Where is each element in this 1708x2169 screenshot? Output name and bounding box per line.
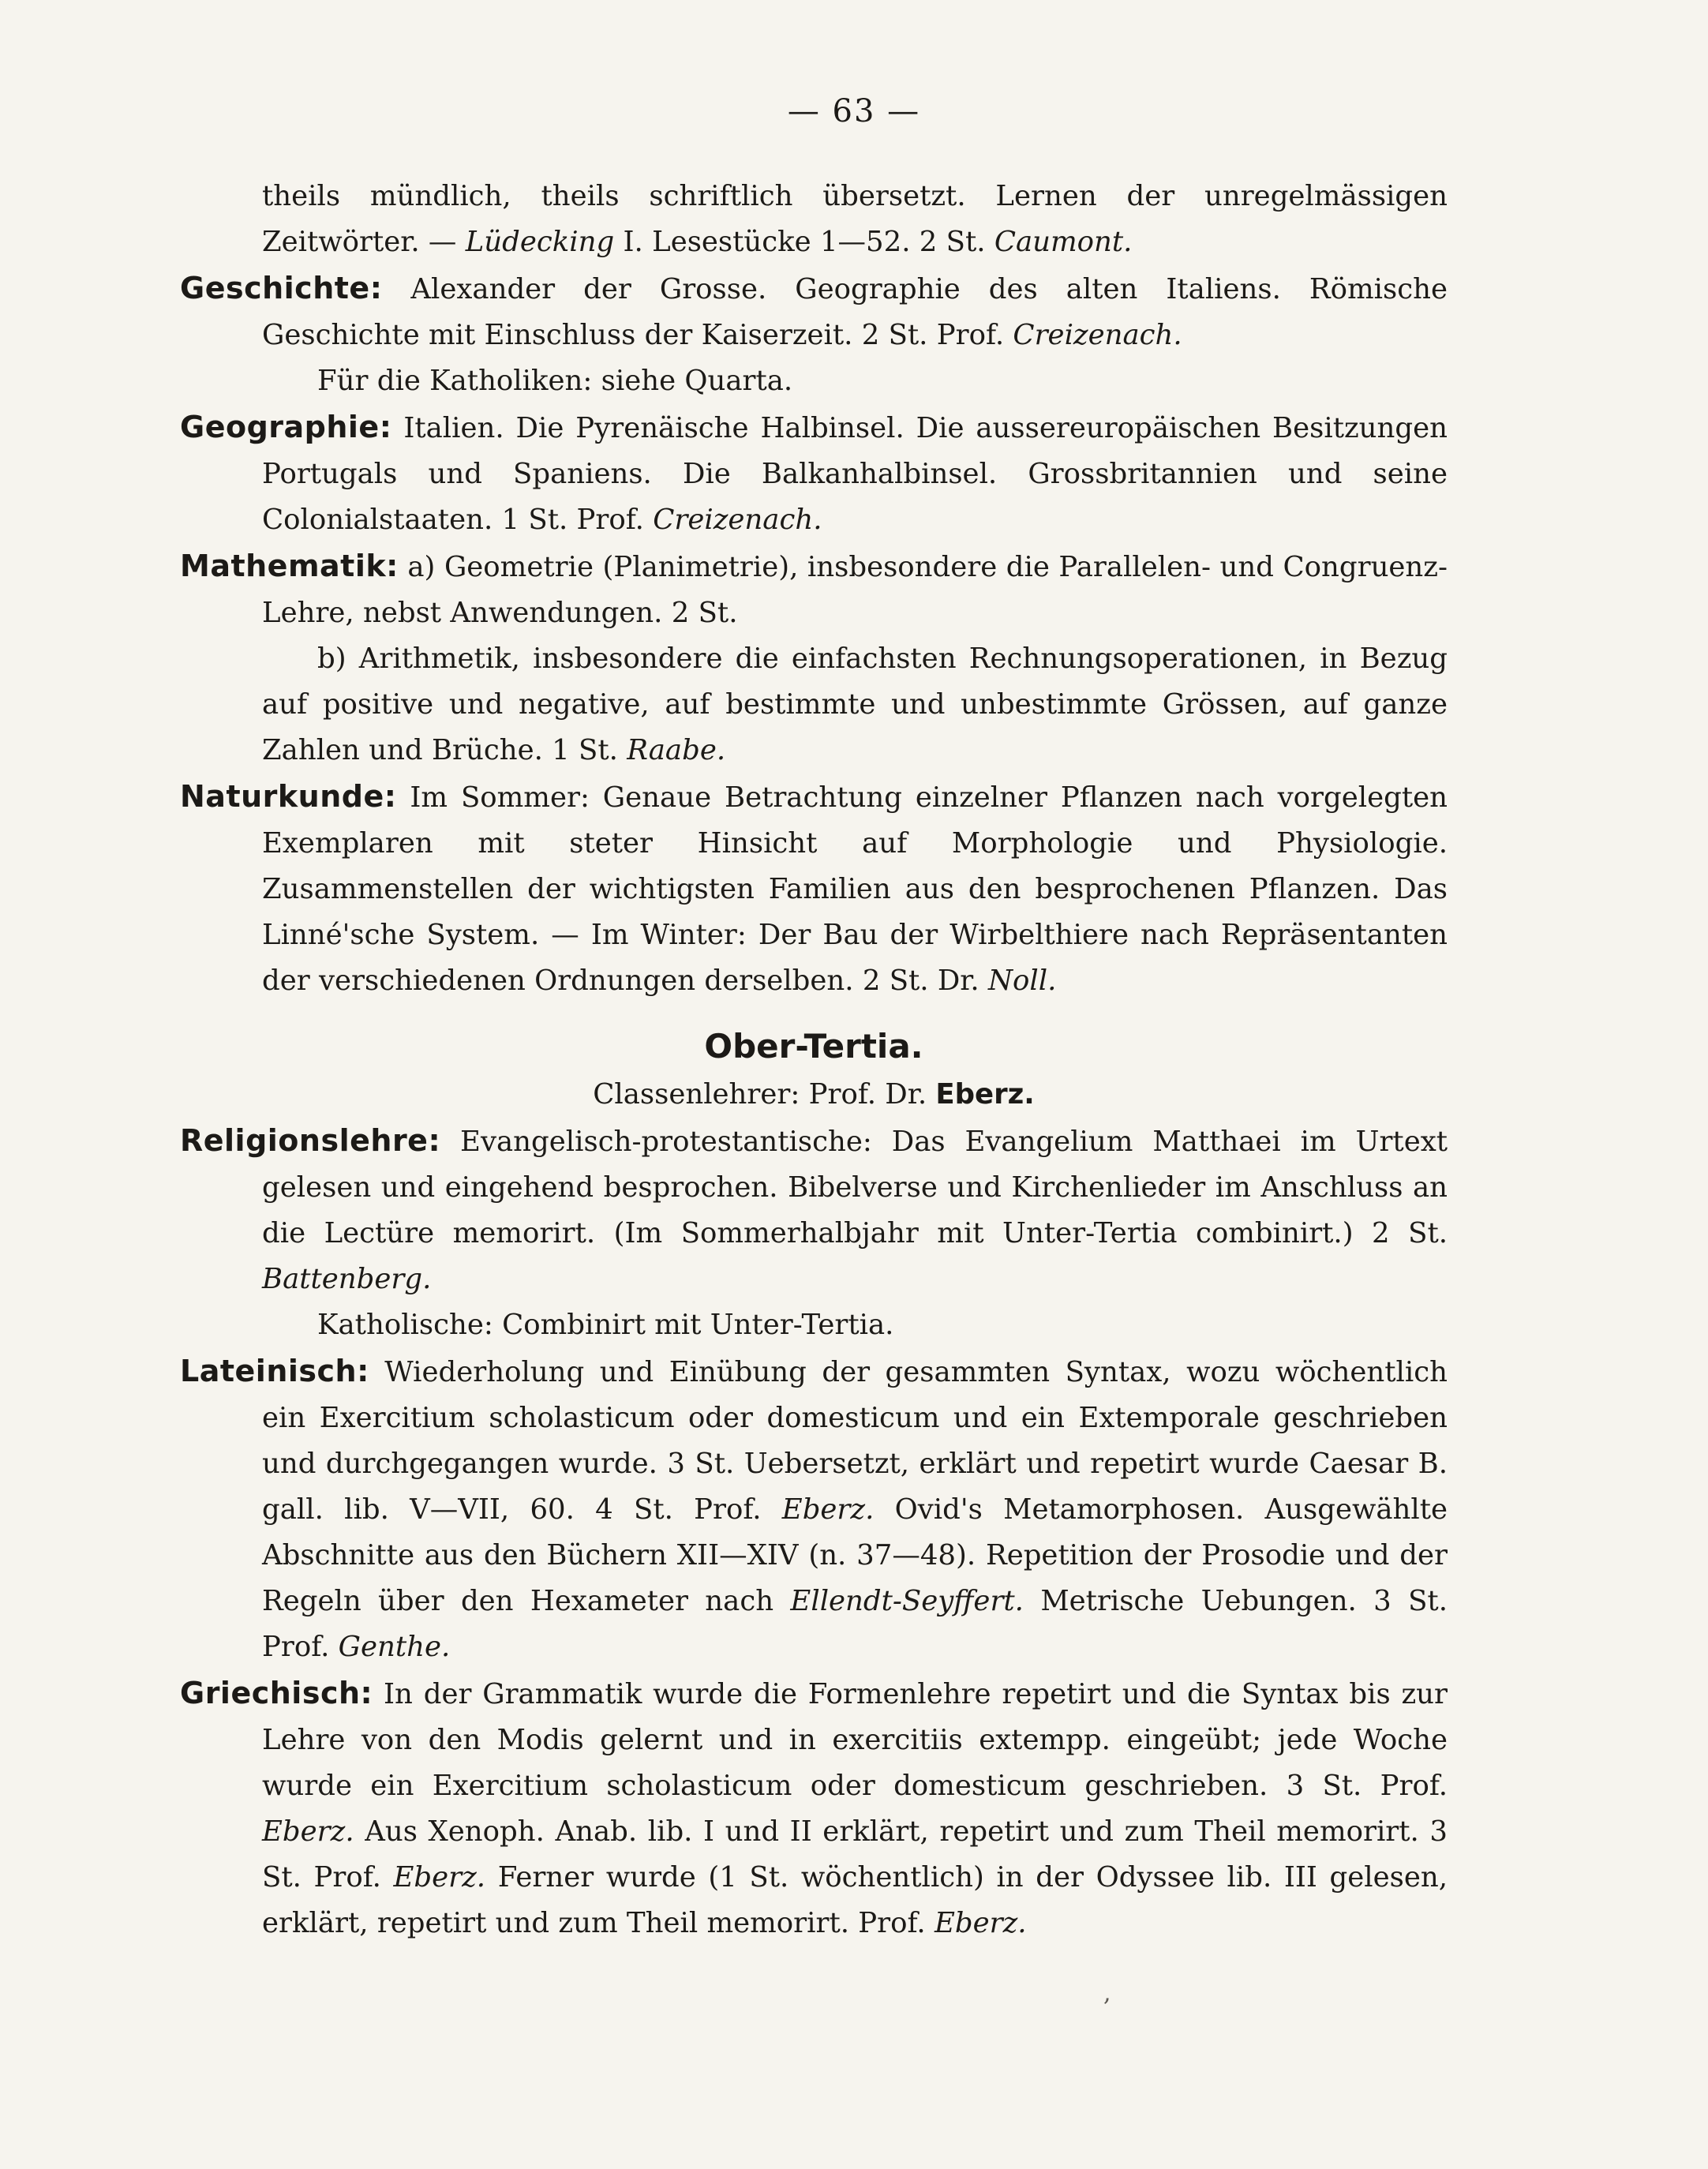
- author-name: Ellendt-Seyffert.: [790, 1585, 1024, 1617]
- subject-mathematik-b: [180, 636, 1448, 774]
- subject-label: Geographie:: [180, 410, 392, 444]
- teacher-name: Raabe.: [627, 734, 726, 766]
- teacher-name: Noll.: [987, 965, 1057, 997]
- subject-text: Ovid's Metamorphosen. Ausgewählte Abschnitte aus den Büchern XII—XIV (n. 37—48). Repetition der Prosodie und der Regeln über den Hexameter nach: [262, 1493, 1448, 1617]
- class-teacher-name: Eberz.: [935, 1078, 1035, 1111]
- page-body: [180, 174, 1448, 1946]
- small-print-mark: ,: [1103, 1980, 1111, 2007]
- teacher-name: Eberz.: [781, 1493, 875, 1526]
- teacher-name: Eberz.: [934, 1907, 1027, 1939]
- subject-text: Aus Xenoph. Anab. lib. I und II erklärt, repetirt und zum Theil memorirt. 3 St. Prof.: [262, 1815, 1448, 1894]
- subject-naturkunde: [180, 774, 1448, 1004]
- teacher-name: Battenberg.: [262, 1263, 432, 1295]
- subject-text: Im Sommer: Genaue Betrachtung einzelner Pflanzen nach vorgelegten Exemplaren mit steter Hinsicht auf Morphologie und Physiologie. Zusammenstellen der wichtigsten Familien aus den besprochenen Pflanzen. Das Linné'sche System. — Im Winter: Der Bau der Wirbelthiere nach Repräsentanten der verschiedenen Ordnungen derselben. 2 St. Dr.: [262, 781, 1448, 997]
- teacher-name: Creizenach.: [1013, 319, 1182, 351]
- subject-text: Metrische Uebungen. 3 St. Prof.: [262, 1585, 1448, 1663]
- subject-geschichte: [180, 265, 1448, 358]
- section-title: Ober-Tertia.: [704, 1027, 923, 1066]
- subject-label: Geschichte:: [180, 271, 383, 305]
- teacher-name: Eberz.: [262, 1815, 354, 1848]
- subject-text: In der Grammatik wurde die Formenlehre repetirt und die Syntax bis zur Lehre von den Modis gelernt und in exercitiis extempp. eingeübt; jede Woche wurde ein Exercitium scholasticum oder domesticum geschrieben. 3 St. Prof.: [262, 1678, 1448, 1802]
- subject-note: Für die Katholiken: siehe Quarta.: [317, 365, 793, 397]
- subject-text: a) Geometrie (Planimetrie), insbesondere die Parallelen- und Congruenz-Lehre, nebst Anwendungen. 2 St.: [262, 551, 1448, 629]
- subject-label: Lateinisch:: [180, 1354, 369, 1388]
- subject-text: b) Arithmetik, insbesondere die einfachsten Rechnungsoperationen, in Bezug auf positive und negative, auf bestimmte und unbestimmte Grössen, auf ganze Zahlen und Brüche. 1 St.: [262, 642, 1448, 766]
- continued-text: I. Lesestücke 1—52. 2 St.: [614, 226, 994, 258]
- teacher-name: Genthe.: [338, 1631, 451, 1663]
- subject-mathematik: [180, 543, 1448, 636]
- subject-label: Religionslehre:: [180, 1123, 441, 1158]
- subject-griechisch: [180, 1670, 1448, 1946]
- subject-text: Evangelisch-protestantische: Das Evangelium Matthaei im Urtext gelesen und eingehend besprochen. Bibelverse und Kirchenlieder im Anschluss an die Lectüre memorirt. (Im Sommerhalbjahr mit Unter-Tertia combinirt.) 2 St.: [262, 1126, 1448, 1249]
- subject-label: Griechisch:: [180, 1676, 373, 1710]
- subject-label: Mathematik:: [180, 549, 399, 583]
- teacher-name: Creizenach.: [653, 504, 822, 536]
- subject-geographie: [180, 404, 1448, 543]
- continued-paragraph: [180, 174, 1448, 265]
- teacher-name: Caumont.: [994, 226, 1133, 258]
- subject-religionslehre: [180, 1118, 1448, 1302]
- subject-text: Ferner wurde (1 St. wöchentlich) in der Odyssee lib. III gelesen, erklärt, repetirt und zum Theil memorirt. Prof.: [262, 1861, 1448, 1939]
- class-teacher-line: [180, 1072, 1448, 1118]
- subject-lateinisch: [180, 1348, 1448, 1670]
- subject-note: Katholische: Combinirt mit Unter-Tertia.: [317, 1309, 894, 1341]
- page-number: — 63 —: [787, 93, 921, 129]
- continued-line: theils mündlich, theils schriftlich übersetzt. Lernen der unregelmässigen Zeitwörter. —: [262, 180, 1448, 258]
- subject-text: Italien. Die Pyrenäische Halbinsel. Die aussereuropäischen Besitzungen Portugals und Spaniens. Die Balkanhalbinsel. Grossbritannien und seine Colonialstaaten. 1 St. Prof.: [262, 412, 1448, 536]
- subject-text: Wiederholung und Einübung der gesammten Syntax, wozu wöchentlich ein Exercitium scholasticum oder domesticum und ein Extemporale geschrieben und durchgegangen wurde. 3 St. Uebersetzt, erklärt und repetirt wurde Caesar B. gall. lib. V—VII, 60. 4 St. Prof.: [262, 1356, 1448, 1526]
- subject-label: Naturkunde:: [180, 779, 397, 814]
- class-teacher-prefix: Classenlehrer: Prof. Dr.: [593, 1078, 936, 1111]
- subject-text: Alexander der Grosse. Geographie des alten Italiens. Römische Geschichte mit Einschluss der Kaiserzeit. 2 St. Prof.: [262, 273, 1448, 351]
- teacher-name: Eberz.: [393, 1861, 486, 1894]
- author-name: Lüdecking: [465, 226, 615, 258]
